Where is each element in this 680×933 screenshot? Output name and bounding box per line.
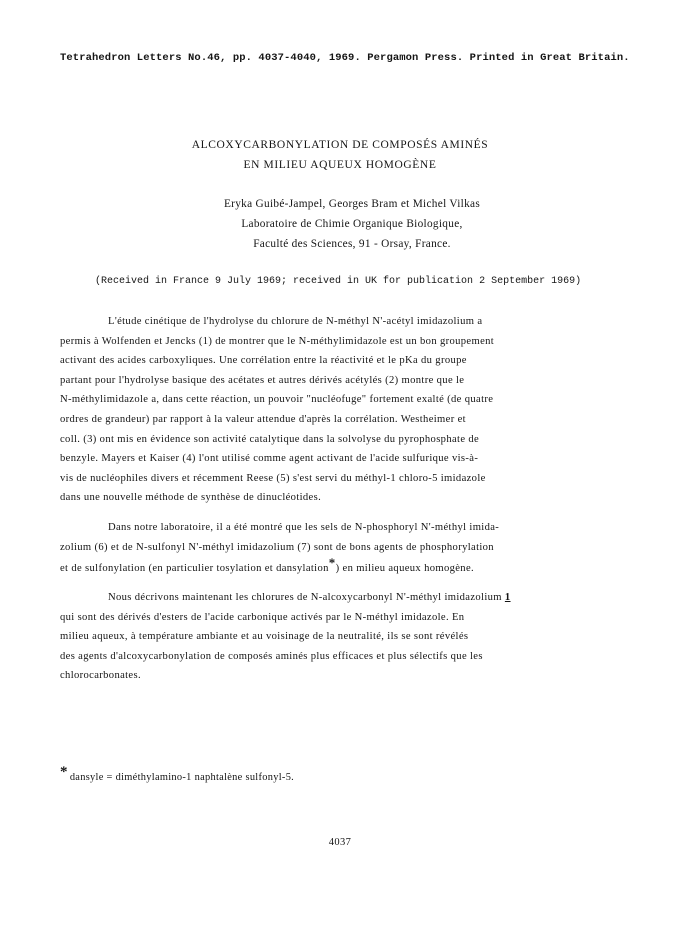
footnote <box>60 764 295 785</box>
paragraph-3-text: Nous décrivons maintenant les chlorures de N-alcoxycarbonyl N'-méthyl imidazolium <box>108 592 502 603</box>
paragraph-1 <box>60 312 612 508</box>
paragraph-1-line: vis de nucléophiles divers et récemment Reese (5) s'est servi du méthyl-1 chloro-5 imidazole <box>60 472 486 484</box>
author-laboratory: Laboratoire de Chimie Organique Biologique, <box>241 218 463 230</box>
paragraph-3 <box>60 588 612 686</box>
compound-reference: 1 <box>504 592 511 603</box>
paragraph-2 <box>60 518 612 579</box>
paragraph-1-line: activant des acides carboxyliques. Une corrélation entre la réactivité et le pKa du groupe <box>60 355 467 367</box>
paragraph-1-line: dans une nouvelle méthode de synthèse de dinucléotides. <box>60 492 322 504</box>
paragraph-2-line: Dans notre laboratoire, il a été montré que les sels de N-phosphoryl N'-méthyl imida- <box>108 522 500 533</box>
paragraph-1-line: L'étude cinétique de l'hydrolyse du chlorure de N-méthyl N'-acétyl imidazolium a <box>108 316 483 327</box>
footnote-text: dansyle = diméthylamino-1 naphtalène sulfonyl-5. <box>69 772 295 783</box>
paragraph-1-line: benzyle. Mayers et Kaiser (4) l'ont utilisé comme agent activant de l'acide sulfurique vis-à- <box>60 453 479 465</box>
paragraph-2-line: zolium (6) et de N-sulfonyl N'-méthyl imidazolium (7) sont de bons agents de phosphorylation <box>60 541 494 553</box>
paragraph-1-line: ordres de grandeur) par rapport à la valeur attendue d'après la corrélation. Westheimer et <box>60 413 466 425</box>
paragraph-3-line: milieu aqueux, à température ambiante et au voisinage de la neutralité, ils se sont révélés <box>60 631 469 643</box>
paragraph-3-line: chlorocarbonates. <box>60 670 141 682</box>
paragraph-1-line: N-méthylimidazole a, dans cette réaction, un pouvoir "nucléofuge" fortement exalté (de quatre <box>60 394 494 406</box>
paragraph-2-line-3 <box>60 557 612 579</box>
paragraph-2-text: ) en milieu aqueux homogène. <box>335 563 474 575</box>
paragraph-1-line: partant pour l'hydrolyse basique des acétates et autres dérivés acétylés (2) montre que le <box>60 374 465 386</box>
paragraph-1-line: coll. (3) ont mis en évidence son activité catalytique dans la solvolyse du pyrophosphate de <box>60 433 480 445</box>
page-number: 4037 <box>328 837 352 848</box>
paragraph-2-text: et de sulfonylation (en particulier tosylation et dansylation <box>60 563 329 575</box>
article-title-line-2: EN MILIEU AQUEUX HOMOGÈNE <box>243 159 437 171</box>
paragraph-3-line-1 <box>60 588 612 608</box>
received-dates: (Received in France 9 July 1969; received in UK for publication 2 September 1969) <box>95 276 582 287</box>
paragraph-1-line: permis à Wolfenden et Jencks (1) de montrer que le N-méthylimidazole est un bon groupement <box>60 335 495 347</box>
footnote-marker: * <box>328 557 336 571</box>
paragraph-3-line: des agents d'alcoxycarbonylation de composés aminés plus efficaces et plus sélectifs que les <box>60 650 483 662</box>
author-faculty: Faculté des Sciences, 91 - Orsay, France. <box>253 238 451 250</box>
running-header: Tetrahedron Letters No.46, pp. 4037-4040, 1969. Pergamon Press. Printed in Great Britain. <box>60 52 630 64</box>
footnote-star: * <box>60 764 68 780</box>
author-names: Eryka Guibé-Jampel, Georges Bram et Michel Vilkas <box>223 198 481 210</box>
article-title-line-1: ALCOXYCARBONYLATION DE COMPOSÉS AMINÉS <box>191 139 489 151</box>
paragraph-3-line: qui sont des dérivés d'esters de l'acide carbonique activés par le N-méthyl imidazole. En <box>60 611 465 623</box>
